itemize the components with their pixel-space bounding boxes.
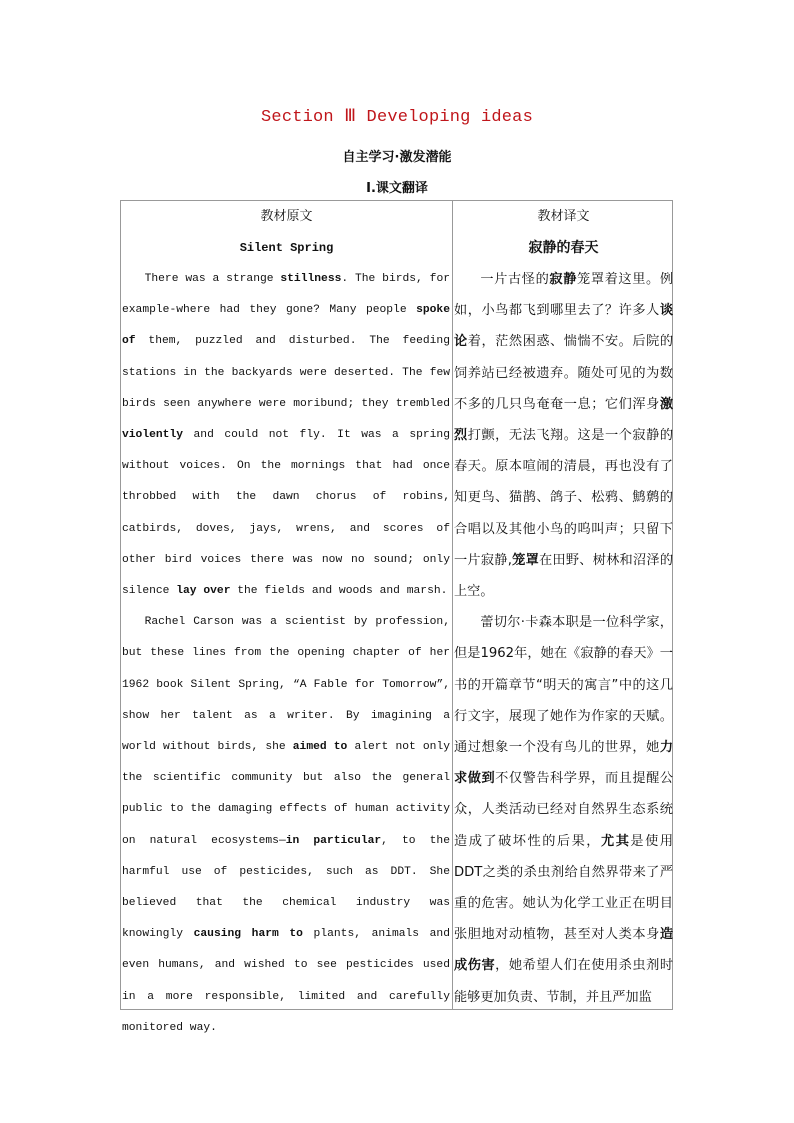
key-phrase: 激烈 xyxy=(454,396,673,444)
key-phrase: aimed to xyxy=(292,741,348,754)
key-phrase: 寂静 xyxy=(549,272,578,287)
translation-column-header: 教材译文 xyxy=(537,209,590,224)
key-phrase: 力求做到 xyxy=(454,740,673,787)
section-heading: 自主学习·激发潜能 xyxy=(342,150,452,165)
text-run: . The birds, for example-where had they gone? Many people xyxy=(122,273,450,317)
text-run: There was a strange xyxy=(144,273,281,285)
text-run: 在田野、树林和沼泽的上空。 xyxy=(454,552,674,600)
translation-table xyxy=(120,200,674,1034)
translation-paragraph-1 xyxy=(453,264,674,607)
text-run: alert not only the scientific community but also the general public to the damaging effects of human activity on natural ecosystems— xyxy=(122,741,450,847)
key-phrase: causing harm to xyxy=(193,928,303,941)
original-text-column xyxy=(121,201,452,1044)
text-run: 是使用DDT之类的杀虫剂给自然界带来了严重的危害。她认为化学工业正在明目张胆地对动植物，甚至对人类本身 xyxy=(454,833,674,943)
translation-column xyxy=(453,201,674,1013)
key-phrase: stillness xyxy=(280,273,342,285)
text-run: the fields and woods and marsh. xyxy=(230,585,448,598)
key-phrase: spoke of xyxy=(122,304,450,348)
text-run: plants, animals and even humans, and wished to see pesticides used in a more responsible, limited and carefully monitored way. xyxy=(122,928,450,1034)
key-phrase: 尤其 xyxy=(601,833,631,849)
key-phrase: 笼罩 xyxy=(511,552,539,568)
text-run: and could not fly. It was a spring without voices. On the mornings that had once throbbed with the dawn chorus of robins, catbirds, doves, jays, wrens, and scores of other bird voices there was now no sound; only silence xyxy=(122,429,450,598)
text-run: Rachel Carson was a scientist by profession, but these lines from the opening chapter of her 1962 book Silent Spring, “A Fable for Tomorrow”, show her talent as a writer. By imagining a world without birds, she xyxy=(122,616,450,754)
text-run: them, puzzled and disturbed. The feeding stations in the backyards were deserted. The few birds seen anywhere were moribund; they trembled xyxy=(122,335,450,410)
original-article-title: Silent Spring xyxy=(239,241,334,255)
original-column-header: 教材原文 xyxy=(260,209,313,224)
text-run: 打颤，无法飞翔。这是一个寂静的春天。原本喧闹的清晨，再也没有了知更鸟、猫鹊、鸽子、松鸦、鹪鹩的合唱以及其他小鸟的呜叫声；只留下一片寂静, xyxy=(454,428,674,568)
text-run: 笼罩着这里。例如，小鸟都飞到哪里去了？许多人 xyxy=(454,272,674,319)
key-phrase: 谈论 xyxy=(454,303,673,350)
original-paragraph-2 xyxy=(121,607,452,1044)
key-phrase: violently xyxy=(122,429,184,442)
text-run: 着，茫然困惑、惴惴不安。后院的饲养站已经被遗弃。随处可见的为数不多的几只鸟奄奄一息；它们浑身 xyxy=(454,334,674,412)
text-run: ，她希望人们在使用杀虫剂时能够更加负责、节制，并且严加监 xyxy=(454,958,674,1005)
text-run: , to the harmful use of pesticides, such as DDT. She believed that the chemical industry was knowingly xyxy=(122,834,450,941)
original-paragraph-1 xyxy=(121,264,452,607)
key-phrase: lay over xyxy=(176,585,231,598)
translation-article-title: 寂静的春天 xyxy=(528,240,599,256)
subsection-heading: Ⅰ.课文翻译 xyxy=(366,181,428,196)
text-run: 一片古怪的 xyxy=(480,272,550,287)
translation-paragraph-2 xyxy=(453,607,674,1013)
page-title: Section Ⅲ Developing ideas xyxy=(261,108,533,127)
text-run: 不仅警告科学界，而且提醒公众，人类活动已经对自然界生态系统造成了破坏性的后果， xyxy=(454,771,674,849)
text-run: 蕾切尔·卡森本职是一位科学家，但是1962年，她在《寂静的春天》一书的开篇章节“明天的寓言”中的这几行文字，展现了她作为作家的天赋。通过想象一个没有鸟儿的世界，她 xyxy=(454,615,673,756)
key-phrase: 造成伤害 xyxy=(454,927,673,974)
key-phrase: in particular xyxy=(285,834,382,847)
